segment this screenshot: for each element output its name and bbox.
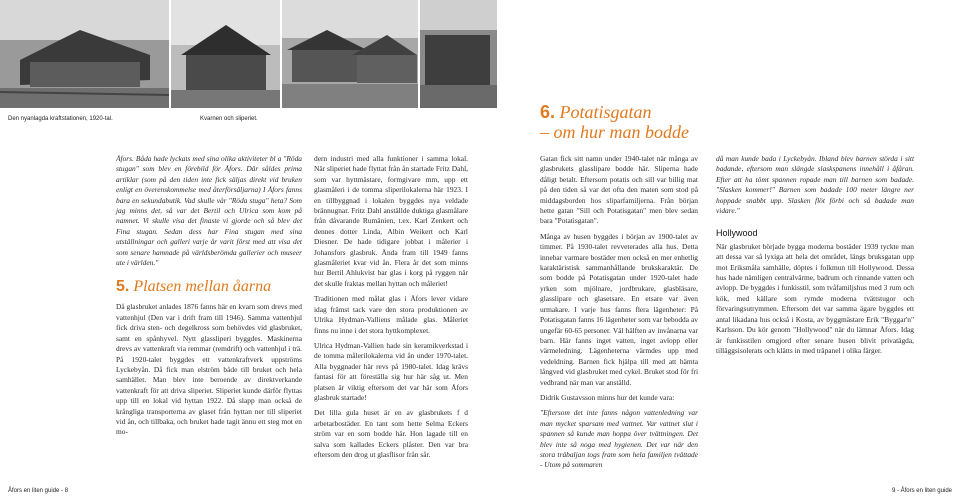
left-column-1 xyxy=(116,154,302,443)
caption-mill: Kvarnen och sliperiet. xyxy=(200,116,258,122)
photo-power-station xyxy=(0,0,169,108)
quote-paragraph: "Eftersom det inte fanns någon vattenledning var man mycket sparsam med vattnet. Var vattnet slut i spannen så kunde man hoppa över tvättningen. Det blev inte så noga med hygienen. Det var när den stora träbaljan togs fram som hela familjen tvättade - Utom på sommaren xyxy=(540,408,698,470)
paragraph: När glasbruket började bygga moderna bostäder 1939 tyckte man att dessa var så lyxiga att hela det området, längs bruksgatan upp mot Eriksmåla samhälle, döptes i folkmun till Hollywood. Dessa hus hade nämligen centralvärme, badrum och rinnande vatten och avlopp. De byggdes i funkisstil, som tvåfamiljshus med 3 rum och kök, med källare som rymde moderna tvättstugor och förvaringsutrymmen. Eftersom det var samma ägare byggdes ett antal likadana hus också i Kosta, av byggmästare Erik "Byggar'n" Karlsson. Du kör genom "Hollywood" när du lämnar Åfors. Idag är funkisstilen omgjord efter senare husen blivit privatägda, tilläggsisolerats och klätts in med träpanel i olika färger. xyxy=(716,241,914,355)
section-6-heading xyxy=(540,102,689,142)
section-6-subtitle: – om hur man bodde xyxy=(540,122,689,142)
paragraph: Traditionen med målat glas i Åfors lever vidare idag främst tack vare den stora produktionen av Ulrika Hydman-Valliens målade glas. Måleriet finns nu inne i det stora hyttkomplexet. xyxy=(314,294,468,335)
paragraph: dern industri med alla funktioner i samma lokal. När sliperiet hade flyttat från ån startade Fritz Dahl, som var hyttmästare, formgivare mm, upp ett glasmåleri i de tomma sliperilokalerna här 1923. I en tillbyggnad i lokalen byggdes nya veldade brännugnar. Fritz Dahl anställde duktiga glasmålare från dåvarande Rumänien, t.ex. Karl Zenkert och dennes dotter Linda, Albin Weikert och Karl Diesner. De hade tidigare jobbat i målerier i Johansfors glasbruk. Ända fram till 1949 fanns glasmåleriet kvar vid ån. Flera år det som minns hur Bertil Ahlukvist bar glas i korg på ryggen när det skulle fraktas mellan hyttan och måleriet! xyxy=(314,154,468,288)
left-column-2 xyxy=(314,154,468,465)
paragraph: Många av husen byggdes i början av 1900-talet av timmer. På 1930-talet revveterades alla hus. Detta innebar varmare bostäder men också en mer enhetlig karaktäristisk sammanhållande brukskaraktär. De som bodde på Potatisgatan under 1920-talet hade yrken som mjölnare, jordbrukare, glasbläsare, glasslipare och glasetsare. En etsare var även urmakare. I varje hus fanns flera lägenheter: På Potatisgatan fanns 16 lägenheter som var bebodda av ungefär 60-65 personer. Väl hälften av invånarna var barn. Här fanns inget vatten, inget avlopp eller värmeledning. Lägenheterna värmdes upp med vedeldning. Barnen fick hjälpa till med att hämta långved vid glasbruket med cykel. Bruket stod för fri vedbrand när man var anställd. xyxy=(540,231,698,387)
paragraph: Ulrica Hydman-Vallien hade sin keramikverkstad i de tomma målerilokalerna vid ån under 1970-talet. Alla byggnader här revs på 1980-talet. Idag krävs fantasi för att föreställa sig hur här såg ut. Men platsen är viktig eftersom det var här som Åfors glasbruk startade! xyxy=(314,340,468,402)
section-5-title: Platsen mellan åarna xyxy=(133,278,272,296)
section-6-title: Potatisgatan xyxy=(559,102,652,122)
left-footer: Åfors en liten guide - 8 xyxy=(8,488,69,494)
right-footer: 9 - Åfors en liten guide xyxy=(891,488,952,494)
caption-power-station: Den nyanlagda kraftstationen, 1920-tal. xyxy=(8,116,113,122)
intro-quote: Åfors. Båda hade lyckats med sina olika aktiviteter bl a "Röda stugan" som blev en förebild för Åfors. Där såldes prima artiklar (som på den tiden inte fick säljas direkt vid bruken enligt en överenskommelse med återförsäljarna) I Åfors fanns bara en sekundabutik. Vad skulle vår "Röda stuga" heta? Som jag minns det, så var det Bertil och Ulrica som kom på namnet. Vi skulle visa det finaste vi gjorde och så blev det Fina stugan. Sedan dess har Fina stugan med sina utställningar och galleri varje år varit först med att visa det som senare hamnade på världsberömda gallerier och museer ute i världen." xyxy=(116,154,302,268)
paragraph: Det lilla gula huset är en av glasbrukets f d arbetarbostäder. En tant som hette Selma Eckers ström var en som bodde här. Hon lagade till en salva som kallades Eckers plåster. Den var bra eftersom den drog ut glasflisor från sår. xyxy=(314,408,468,459)
quote-paragraph: då man kunde bada i Lyckebyån. Ibland blev barnen störda i sitt badande, eftersom man slängde slaskspanens innehåll i åfåran. Efter att ha tömt spannen ropade man till barnen som badade. "Slasken kommer!" Barnen som badade 100 meter längre ner hoppade snabbt upp. Slasken flöt förbi och så badade man vidare." xyxy=(716,154,914,216)
photo-mill-and-grinding xyxy=(171,0,280,108)
section-5-body: Då glasbruket anlades 1876 fanns här en kvarn som drevs med vattenhjul (Den var i drift fram till 1946). Samma vattenhjul fick driva sten- och degelkross som behövdes vid glasbruket, samt en spånhyvel. Nytt glassliperi byggdes. Maskinerna drevs av vattenkraft via remmar (remdrift) och vattenhjul i trä. På 1920-talet byggdes ett vattenkraftverk uppströms Lyckebyån. Då fick man elström både till bruket och hela samhället. Man blev inte beroende av direktverkande vattenkraft för att driva sliperiet. Sliperiet kunde därför flyttas upp till en lokal vid hyttan 1922. Då slapp man också de krångliga transporterna av glaset från hyttan ner till sliperiet vid ån, och tillbaka, och bruket hade tagit ännu ett steg mot en mo- xyxy=(116,302,302,437)
section-5-heading xyxy=(116,278,302,296)
photo-buildings xyxy=(282,0,418,108)
photo-glassworks xyxy=(420,0,497,108)
paragraph: Gatan fick sitt namn under 1940-talet när många av glasbrukets glasslipare bodde här. Sliperna hade dåligt betalt. Eftersom potatis och sill var billig mat på den tiden så var det ofta den maten som stod på middagsborden hos sliparfamiljerna. Från början hette gatan "Sill och Potatisgatan" men blev sedan bara "Potatisgatan". xyxy=(540,154,698,226)
hollywood-heading: Hollywood xyxy=(716,228,758,239)
right-column-1 xyxy=(540,154,698,476)
paragraph: Didrik Gustavsson minns hur det kunde vara: xyxy=(540,392,675,402)
right-column-2 xyxy=(716,154,914,361)
section-6-number: 6. xyxy=(540,102,556,122)
section-5-number: 5. xyxy=(116,278,130,296)
